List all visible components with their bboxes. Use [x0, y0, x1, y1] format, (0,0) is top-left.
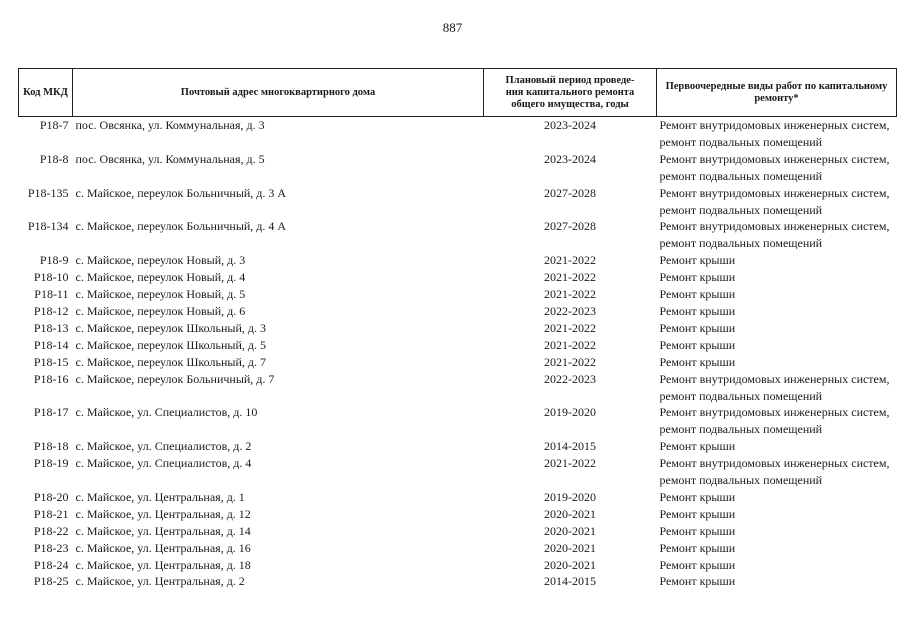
cell-code: Р18-16: [33, 371, 69, 386]
works-line: Ремонт крыши: [659, 506, 736, 521]
cell-period: 2014-2015: [544, 439, 596, 454]
works-line: ремонт подвальных помещений: [659, 236, 823, 251]
table-row: [19, 269, 897, 286]
cell-code: Р18-22: [33, 523, 69, 538]
housing-register-table: [18, 68, 897, 590]
cell-period: 2022-2023: [544, 303, 596, 318]
works-line: Ремонт крыши: [659, 489, 736, 504]
header-period: [484, 69, 657, 117]
table-row: [19, 151, 897, 185]
cell-code: Р18-12: [33, 303, 69, 318]
works-line: Ремонт крыши: [659, 253, 736, 268]
works-line: Ремонт крыши: [659, 270, 736, 285]
cell-address: с. Майское, переулок Школьный, д. 7: [75, 354, 266, 369]
table-row: [19, 354, 897, 371]
cell-works: [657, 455, 897, 489]
cell-works: [657, 489, 897, 506]
cell-code: Р18-13: [33, 320, 69, 335]
table-row: [19, 523, 897, 540]
table-row: [19, 320, 897, 337]
cell-address: с. Майское, переулок Больничный, д. 3 А: [75, 185, 287, 200]
cell-code: Р18-18: [33, 439, 69, 454]
cell-works: [657, 303, 897, 320]
cell-works: [657, 286, 897, 303]
works-line: Ремонт внутридомовых инженерных систем,: [659, 185, 890, 200]
table-body: [19, 117, 897, 591]
cell-code: Р18-19: [33, 456, 69, 471]
cell-works: [657, 523, 897, 540]
works-line: Ремонт внутридомовых инженерных систем,: [659, 371, 890, 386]
cell-works: [657, 151, 897, 185]
header-works-line: Первоочередные виды работ по капитальному: [665, 80, 888, 92]
cell-address: с. Майское, ул. Центральная, д. 12: [75, 506, 251, 521]
table-row: [19, 455, 897, 489]
header-code: Код МКД: [19, 69, 73, 117]
cell-address: с. Майское, переулок Новый, д. 4: [75, 270, 246, 285]
table-header: [19, 69, 897, 117]
cell-code: Р18-9: [39, 253, 69, 268]
table-row: [19, 252, 897, 269]
works-line: Ремонт крыши: [659, 540, 736, 555]
header-period-line: Плановый период проведе-: [505, 74, 635, 86]
cell-address: с. Майское, переулок Больничный, д. 7: [75, 371, 275, 386]
cell-address: с. Майское, ул. Центральная, д. 1: [75, 489, 245, 504]
table-row: [19, 117, 897, 151]
cell-period: 2022-2023: [544, 371, 596, 386]
cell-address: с. Майское, ул. Специалистов, д. 4: [75, 456, 252, 471]
works-line: Ремонт крыши: [659, 557, 736, 572]
cell-period: 2027-2028: [544, 185, 596, 200]
cell-works: [657, 252, 897, 269]
header-address: Почтовый адрес многоквартирного дома: [73, 69, 484, 117]
cell-address: с. Майское, ул. Центральная, д. 2: [75, 574, 245, 589]
works-line: Ремонт внутридомовых инженерных систем,: [659, 118, 890, 132]
cell-code: Р18-17: [33, 405, 69, 420]
cell-works: [657, 354, 897, 371]
table-row: [19, 557, 897, 574]
table-row: [19, 303, 897, 320]
cell-code: Р18-23: [33, 540, 69, 555]
works-line: ремонт подвальных помещений: [659, 473, 823, 488]
table-row: [19, 337, 897, 354]
cell-period: 2021-2022: [544, 456, 596, 471]
table-row: [19, 489, 897, 506]
cell-code: Р18-24: [33, 557, 69, 572]
cell-works: [657, 557, 897, 574]
cell-address: с. Майское, переулок Школьный, д. 3: [75, 320, 266, 335]
cell-address: с. Майское, переулок Школьный, д. 5: [75, 337, 266, 352]
cell-works: [657, 185, 897, 219]
works-line: Ремонт крыши: [659, 320, 736, 335]
cell-address: с. Майское, ул. Центральная, д. 18: [75, 557, 251, 572]
cell-works: [657, 506, 897, 523]
table-row: [19, 438, 897, 455]
cell-address: с. Майское, переулок Новый, д. 5: [75, 287, 246, 302]
works-line: ремонт подвальных помещений: [659, 134, 823, 149]
cell-period: 2020-2021: [544, 540, 596, 555]
page-number: 887: [442, 20, 463, 35]
cell-code: Р18-135: [27, 185, 69, 200]
cell-address: с. Майское, переулок Новый, д. 6: [75, 303, 246, 318]
works-line: Ремонт внутридомовых инженерных систем,: [659, 456, 890, 471]
works-line: ремонт подвальных помещений: [659, 168, 823, 183]
cell-code: Р18-11: [34, 287, 69, 302]
cell-works: [657, 320, 897, 337]
cell-works: [657, 337, 897, 354]
works-line: ремонт подвальных помещений: [659, 202, 823, 217]
cell-address: с. Майское, ул. Специалистов, д. 10: [75, 405, 258, 420]
header-period-line: ния капитального ремонта: [505, 86, 635, 98]
header-works-line: ремонту*: [754, 92, 799, 104]
header-period-line: общего имущества, годы: [511, 98, 629, 110]
works-line: Ремонт крыши: [659, 303, 736, 318]
cell-period: 2023-2024: [544, 151, 596, 166]
works-line: Ремонт крыши: [659, 287, 736, 302]
cell-period: 2020-2021: [544, 523, 596, 538]
cell-address: с. Майское, переулок Больничный, д. 4 А: [75, 219, 287, 234]
table-row: [19, 573, 897, 590]
works-line: ремонт подвальных помещений: [659, 422, 823, 437]
table-row: [19, 286, 897, 303]
cell-works: [657, 573, 897, 590]
cell-code: Р18-25: [33, 574, 69, 589]
cell-code: Р18-21: [33, 506, 69, 521]
cell-works: [657, 371, 897, 405]
cell-code: Р18-20: [33, 489, 69, 504]
cell-period: 2019-2020: [544, 405, 596, 420]
cell-address: с. Майское, переулок Новый, д. 3: [75, 253, 246, 268]
works-line: Ремонт крыши: [659, 354, 736, 369]
cell-period: 2014-2015: [544, 574, 596, 589]
cell-code: Р18-15: [33, 354, 69, 369]
cell-works: [657, 438, 897, 455]
table-row: [19, 218, 897, 252]
cell-period: 2020-2021: [544, 506, 596, 521]
cell-works: [657, 218, 897, 252]
cell-works: [657, 404, 897, 438]
works-line: Ремонт крыши: [659, 439, 736, 454]
table-row: [19, 404, 897, 438]
works-line: Ремонт крыши: [659, 337, 736, 352]
cell-period: 2021-2022: [544, 354, 596, 369]
cell-address: с. Майское, ул. Центральная, д. 16: [75, 540, 251, 555]
cell-period: 2027-2028: [544, 219, 596, 234]
table-row: [19, 185, 897, 219]
cell-code: Р18-8: [39, 151, 69, 166]
cell-period: 2023-2024: [544, 118, 596, 132]
cell-address: пос. Овсянка, ул. Коммунальная, д. 5: [75, 151, 265, 166]
cell-address: с. Майское, ул. Специалистов, д. 2: [75, 439, 252, 454]
cell-works: [657, 540, 897, 557]
header-works: [657, 69, 897, 117]
works-line: ремонт подвальных помещений: [659, 388, 823, 403]
table-row: [19, 371, 897, 405]
cell-code: Р18-14: [33, 337, 69, 352]
cell-period: 2020-2021: [544, 557, 596, 572]
works-line: Ремонт внутридомовых инженерных систем,: [659, 405, 890, 420]
cell-code: Р18-10: [33, 270, 69, 285]
cell-period: 2021-2022: [544, 320, 596, 335]
works-line: Ремонт крыши: [659, 574, 736, 589]
works-line: Ремонт крыши: [659, 523, 736, 538]
cell-works: [657, 117, 897, 151]
cell-works: [657, 269, 897, 286]
works-line: Ремонт внутридомовых инженерных систем,: [659, 219, 890, 234]
cell-period: 2021-2022: [544, 337, 596, 352]
cell-code: Р18-134: [27, 219, 69, 234]
cell-code: Р18-7: [39, 118, 69, 132]
cell-address: с. Майское, ул. Центральная, д. 14: [75, 523, 251, 538]
cell-period: 2021-2022: [544, 253, 596, 268]
works-line: Ремонт внутридомовых инженерных систем,: [659, 151, 890, 166]
table-row: [19, 506, 897, 523]
cell-period: 2021-2022: [544, 287, 596, 302]
cell-address: пос. Овсянка, ул. Коммунальная, д. 3: [75, 118, 265, 132]
table-row: [19, 540, 897, 557]
cell-period: 2021-2022: [544, 270, 596, 285]
cell-period: 2019-2020: [544, 489, 596, 504]
